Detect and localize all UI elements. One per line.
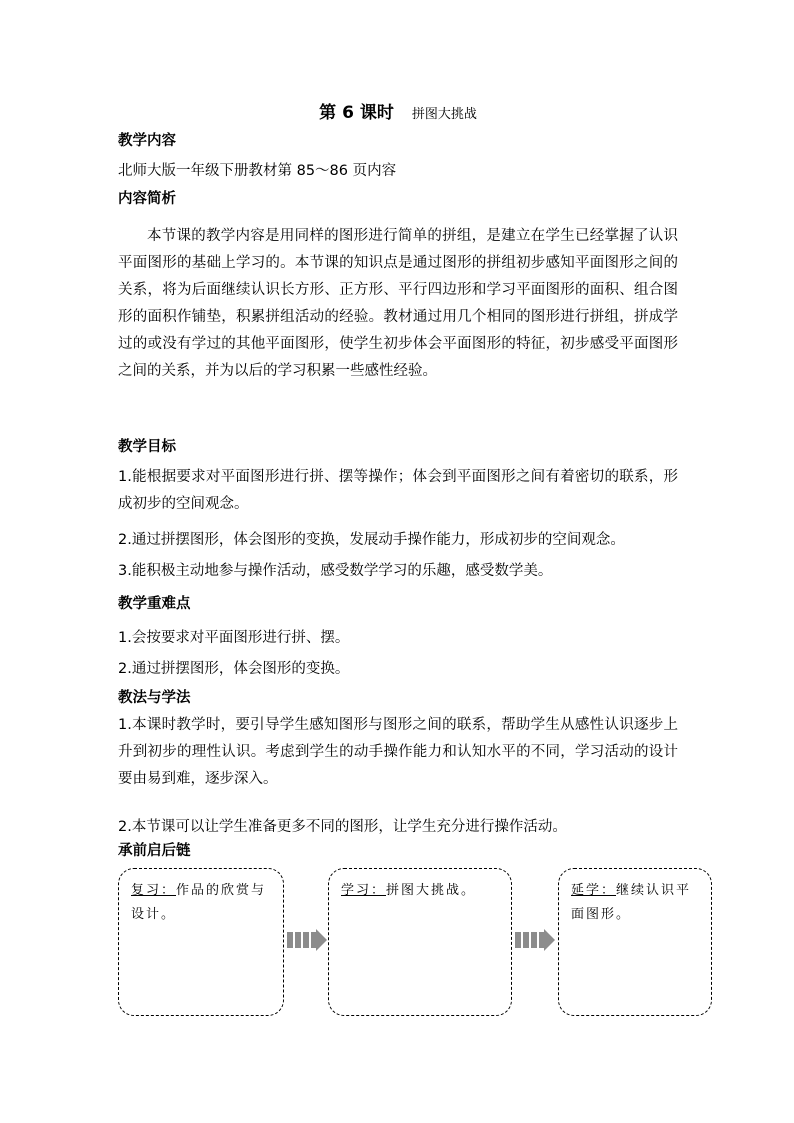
lesson-title: [118, 98, 678, 123]
goal-item-1: 1.能根据要求对平面图形进行拼、摆等操作；体会到平面图形之间有着密切的联系，形成初步的空间观念。: [118, 469, 678, 512]
double-arrow-right-icon: [286, 928, 328, 952]
chain-box-review-label: 复习：: [131, 883, 177, 898]
double-arrow-right-icon: [514, 928, 556, 952]
method-item-2: 2.本节课可以让学生准备更多不同的图形，让学生充分进行操作活动。: [118, 819, 567, 835]
methods-heading: 教法与学法: [118, 690, 191, 706]
goal-item-2: 2.通过拼摆图形，体会图形的变换，发展动手操作能力，形成初步的空间观念。: [118, 532, 625, 548]
keypoint-item-2: 2.通过拼摆图形，体会图形的变换。: [118, 661, 350, 677]
chain-heading: 承前启后链: [118, 843, 191, 859]
chain-box-learn-text: 拼图大挑战。: [386, 883, 477, 898]
method-item-1: 1.本课时教学时，要引导学生感知图形与图形之间的联系，帮助学生从感性认识逐步上升到初步的理性认识。考虑到学生的动手操作能力和认知水平的不同，学习活动的设计要由易到难，逐步深入。: [118, 717, 678, 787]
keypoints-heading: 教学重难点: [118, 596, 191, 612]
chain-box-extend-label: 延学：: [571, 883, 617, 898]
keypoint-item-1: 1.会按要求对平面图形进行拼、摆。: [118, 630, 350, 646]
chain-box-extend-text: 继续认识平面图形。: [571, 883, 692, 922]
lesson-number: 第 6 课时: [319, 103, 394, 123]
goal-item-3: 3.能积极主动地参与操作活动，感受数学学习的乐趣，感受数学美。: [118, 563, 553, 579]
chain-box-learn: [328, 868, 512, 1016]
lesson-subtitle: 拼图大挑战: [411, 107, 477, 122]
chain-box-review: [118, 868, 284, 1016]
chain-box-review-text: 作品的欣赏与设计。: [131, 883, 267, 922]
chain-box-learn-label: 学习：: [341, 883, 387, 898]
analysis-text: 本节课的教学内容是用同样的图形进行简单的拼组，是建立在学生已经掌握了认识平面图形的基础上学习的。本节课的知识点是通过图形的拼组初步感知平面图形之间的关系，将为后面继续认识长方形、正方形、平行四边形和学习平面图形的面积、组合图形的面积作铺垫，积累拼组活动的经验。教材通过用几个相同的图形进行拼组，拼成学过的或没有学过的其他平面图形，使学生初步体会平面图形的特征，初步感受平面图形之间的关系，并为以后的学习积累一些感性经验。: [118, 228, 678, 379]
content-text: 北师大版一年级下册教材第 85～86 页内容: [118, 163, 397, 179]
chain-box-extend: [558, 868, 712, 1016]
content-heading: 教学内容: [118, 133, 176, 149]
analysis-heading: 内容简析: [118, 191, 176, 207]
goals-heading: 教学目标: [118, 439, 176, 455]
